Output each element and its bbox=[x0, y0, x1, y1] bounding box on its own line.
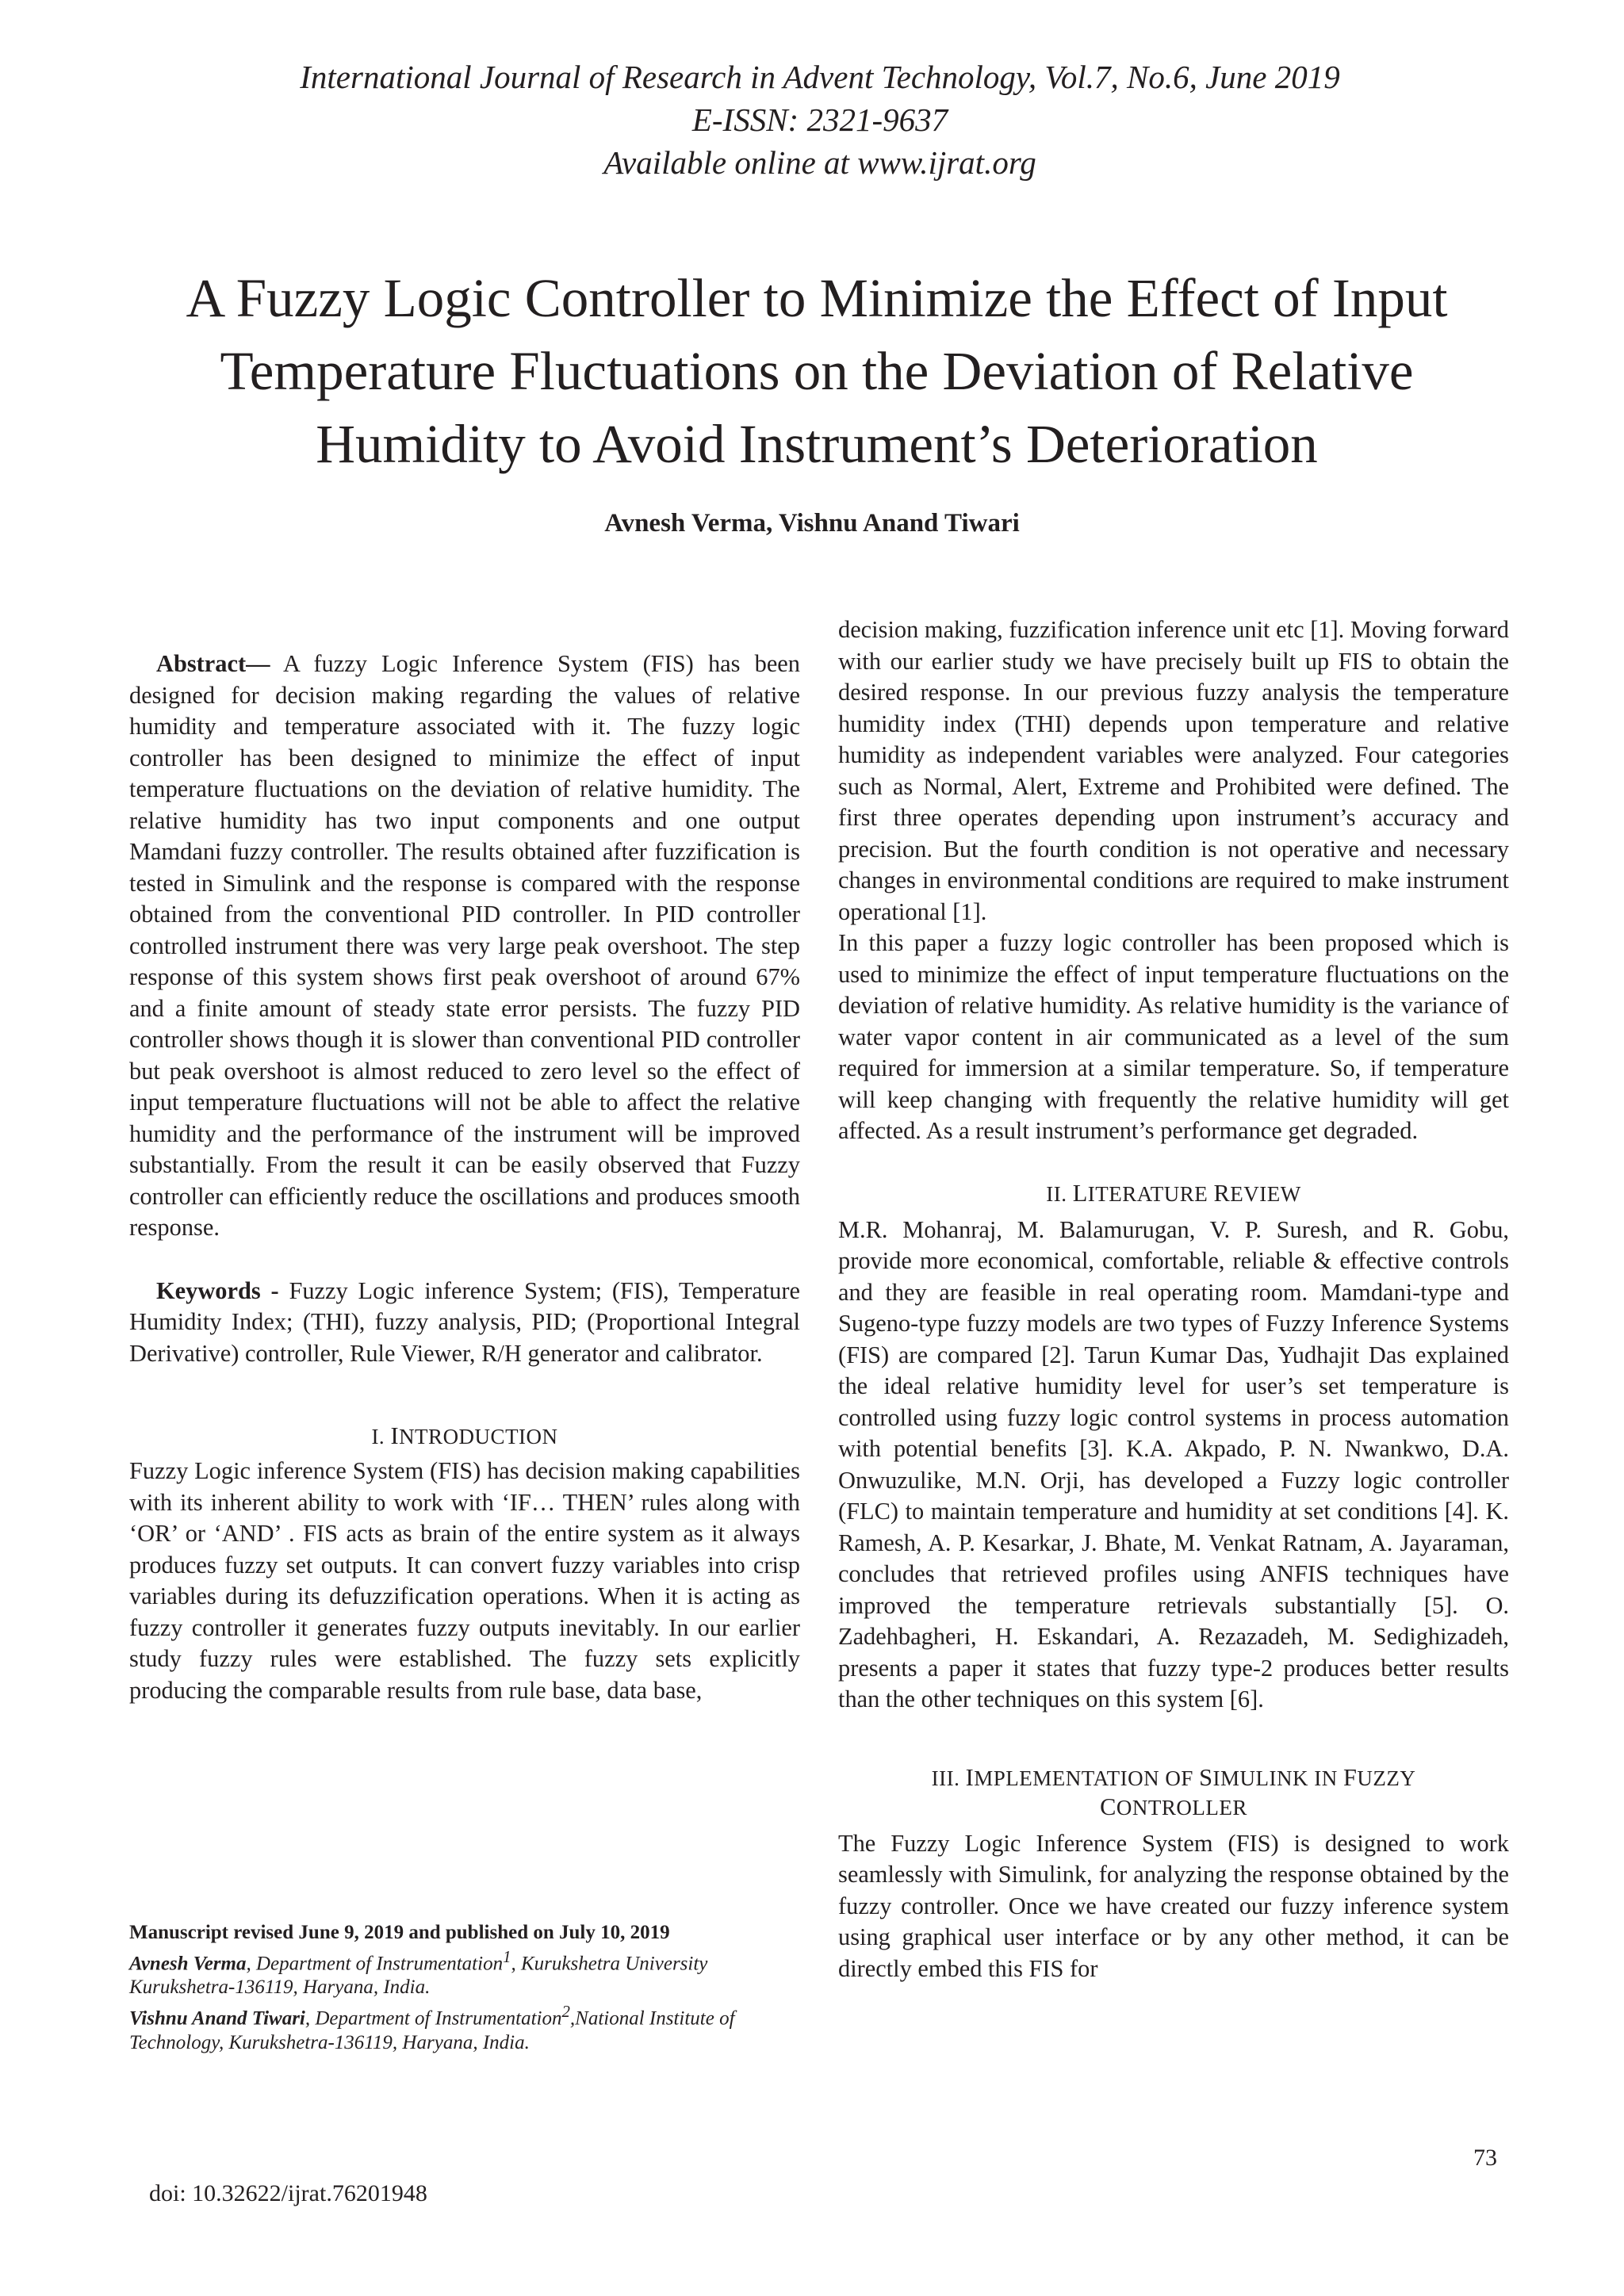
keywords-label: Keywords - bbox=[156, 1276, 279, 1304]
introduction-continued-paragraph: decision making, fuzzification inference unit etc [1]. Moving forward with our earlier study we have precisely built up FIS to obtain the desired response. In our previous fuzzy analysis the temperature humidity index (THI) depends upon temperature and relative humidity as independent variables were analyzed. Four categories such as Normal, Alert, Extreme and Prohibited were defined. The first three operates depending upon instrument’s accuracy and precision. But the fourth condition is not operative and necessary changes in environmental conditions are required to make instrument operational [1]. bbox=[838, 616, 1509, 925]
issn-line: E-ISSN: 2321-9637 bbox=[691, 101, 948, 138]
footnote-block bbox=[129, 1921, 803, 2055]
abstract-paragraph bbox=[129, 649, 800, 1244]
keywords-text: Fuzzy Logic inference System; (FIS), Temperature Humidity Index; (THI), fuzzy analysis, PID; (Proportional Integral Derivative) controller, Rule Viewer, R/H generator and calibrator. bbox=[129, 1276, 800, 1367]
literature-review-text: M.R. Mohanraj, M. Balamurugan, V. P. Suresh, and R. Gobu, provide more economical, comfortable, reliable & effective controls and they are feasible in real operating room. Mamdani-type and Sugeno-type fuzzy models are two types of Fuzzy Inference Systems (FIS) are compared [2]. Tarun Kumar Das, Yudhajit Das explained the ideal relative humidity level for user’s set temperature is controlled using fuzzy logic control systems in process automation with potential benefits [3]. K.A. Akpado, P. N. Nwankwo, D.A. Onwuzulike, M.N. Orji, has developed a Fuzzy logic controller (FLC) to maintain temperature and humidity at set conditions [4]. K. Ramesh, A. P. Kesarkar, J. Bhate, M. Venkat Ratnam, A. Jayaraman, concludes that retrieved profiles using ANFIS techniques have improved the temperature retrievals substantially [5]. O. Zadehbagheri, H. Eskandari, A. Rezazadeh, M. Sedighizadeh, presents a paper it states that fuzzy type-2 produces better results than the other techniques on this system [6]. bbox=[838, 1215, 1509, 1712]
paper-title bbox=[79, 262, 1554, 480]
introduction-text: Fuzzy Logic inference System (FIS) has decision making capabilities with its inherent ability to work with ‘IF… THEN’ rules along with ‘OR’ or ‘AND’ . FIS acts as brain of the entire system as it always produces fuzzy set outputs. It can convert fuzzy variables into crisp variables during its defuzzification operations. When it is acting as fuzzy controller it generates fuzzy outputs inevitably. In our earlier study fuzzy rules were established. The fuzzy sets explicitly producing the comparable results from rule base, data base, bbox=[129, 1457, 800, 1704]
implementation-heading: III. IMPLEMENTATION OF SIMULINK IN FUZZY CONTROLLER bbox=[931, 1763, 1416, 1820]
introduction-heading: I. INTRODUCTION bbox=[371, 1422, 558, 1449]
abstract-text: A fuzzy Logic Inference System (FIS) has been designed for decision making regarding the values of relative humidity and temperature associated with it. The fuzzy logic controller has been designed to minimize the effect of input temperature fluctuations on the deviation of relative humidity. The relative humidity has two input components and one output Mamdani fuzzy controller. The results obtained after fuzzification is tested in Simulink and the response is compared with the response obtained from the conventional PID controller. In PID controller controlled instrument there was very large peak overshoot. The step response of this system shows first peak overshoot of around 67% and a finite amount of steady state error persists. The fuzzy PID controller shows though it is slower than conventional PID controller but peak overshoot is almost reduced to zero level so the effect of input temperature fluctuations will not be able to affect the relative humidity and the performance of the instrument will be improved substantially. From the result it can be easily observed that Fuzzy controller can efficiently reduce the oscillations and produces smooth response. bbox=[129, 650, 800, 1241]
doi-link[interactable]: doi: 10.32622/ijrat.76201948 bbox=[149, 2180, 427, 2206]
keywords-paragraph bbox=[129, 1276, 800, 1370]
literature-review-heading: II. LITERATURE REVIEW bbox=[1046, 1179, 1301, 1207]
author-list: Avnesh Verma, Vishnu Anand Tiwari bbox=[604, 509, 1020, 538]
introduction-continued-paragraph: In this paper a fuzzy logic controller has been proposed which is used to minimize the effect of input temperature fluctuations on the deviation of relative humidity. As relative humidity is the variance of water vapor content in air communicated as a level of the sum required for immersion at a similar temperature. So, if temperature will keep changing with frequently the relative humidity will get affected. As a result instrument’s performance get degraded. bbox=[838, 929, 1509, 1144]
section-numeral: III. bbox=[931, 1766, 960, 1790]
title-line: Temperature Fluctuations on the Deviation of Relative bbox=[220, 341, 1414, 401]
manuscript-note: Manuscript revised June 9, 2019 and published on July 10, 2019 bbox=[129, 1922, 670, 1943]
right-column bbox=[838, 614, 1509, 1984]
author-affiliation: Avnesh Verma, Department of Instrumentation$^1$, Kurukshetra University Kurukshetra-136119, Haryana, India. bbox=[129, 1947, 708, 1999]
online-availability-line: Available online at www.ijrat.org bbox=[603, 144, 1036, 181]
left-column bbox=[129, 649, 800, 1706]
implementation-text: The Fuzzy Logic Inference System (FIS) is designed to work seamlessly with Simulink, for analyzing the response obtained by the fuzzy controller. Once we have created our fuzzy inference system using graphical user interface or by any other method, it can be directly embed this FIS for bbox=[838, 1829, 1509, 1982]
abstract-label: Abstract— bbox=[156, 650, 270, 677]
section-numeral: II. bbox=[1046, 1181, 1067, 1206]
title-line: Humidity to Avoid Instrument’s Deterioration bbox=[316, 414, 1318, 474]
journal-header bbox=[0, 55, 1624, 184]
title-line: A Fuzzy Logic Controller to Minimize the Effect of Input bbox=[186, 268, 1448, 328]
journal-name-line: International Journal of Research in Advent Technology, Vol.7, No.6, June 2019 bbox=[300, 59, 1340, 95]
author-affiliation: Vishnu Anand Tiwari, Department of Instrumentation$^2$,National Institute of Technology, Kurukshetra-136119, Haryana, India. bbox=[129, 2002, 735, 2053]
page-number: 73 bbox=[1473, 2145, 1497, 2171]
section-numeral: I. bbox=[371, 1425, 385, 1448]
